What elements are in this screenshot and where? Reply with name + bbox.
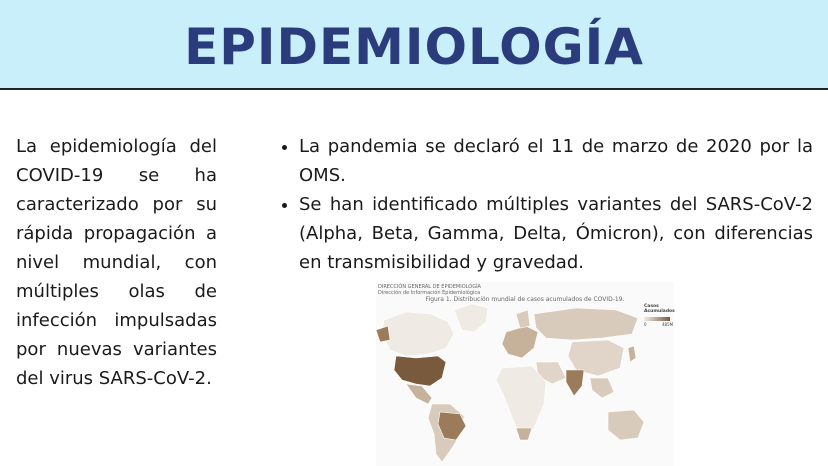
map-south-africa: [516, 428, 532, 440]
legend-title-line1: Casos: [644, 304, 659, 309]
figure-caption: Figura 1. Distribución mundial de casos acumulados de COVID-19.: [425, 296, 625, 303]
map-africa: [496, 366, 546, 438]
world-map: [376, 282, 674, 466]
intro-paragraph: La epidemiología del COVID-19 se ha caracterizado por su rápida propagación a nivel mundial, con múltiples olas de infección impulsadas por nuevas variantes del virus SARS-CoV-2.: [16, 136, 217, 389]
map-japan: [628, 346, 636, 362]
title-banner: [0, 0, 828, 90]
bullet-list: [281, 132, 813, 277]
page-title: EPIDEMIOLOGÍA: [184, 18, 644, 76]
map-alaska: [376, 326, 390, 342]
legend-max: 485M: [662, 322, 674, 327]
map-india: [566, 370, 584, 396]
bullet-item: • La pandemia se declaró el 11 de marzo de 2020 por la OMS.: [299, 132, 813, 190]
map-scandinavia: [516, 310, 530, 328]
figure-header-line2: Dirección de Información Epidemiológica: [378, 290, 481, 296]
map-australia: [608, 410, 644, 440]
map-mexico: [406, 384, 432, 404]
bullet-item: • Se han identificado múltiples variantes del SARS-CoV-2 (Alpha, Beta, Gamma, Delta, Ómicron), con diferencias en transmisibilidad y gravedad.: [299, 190, 813, 277]
map-southeast-asia: [590, 378, 614, 398]
map-usa: [394, 356, 446, 386]
map-greenland: [454, 304, 488, 332]
map-europe: [502, 326, 538, 358]
legend-min: 0: [644, 322, 647, 327]
map-russia: [534, 308, 638, 340]
figure-header-line1: DIRECCIÓN GENERAL DE EPIDEMIOLOGÍA: [378, 284, 481, 290]
legend-title-line2: Acumulados: [644, 309, 675, 314]
world-map-figure: [376, 282, 674, 466]
map-canada: [382, 312, 454, 356]
